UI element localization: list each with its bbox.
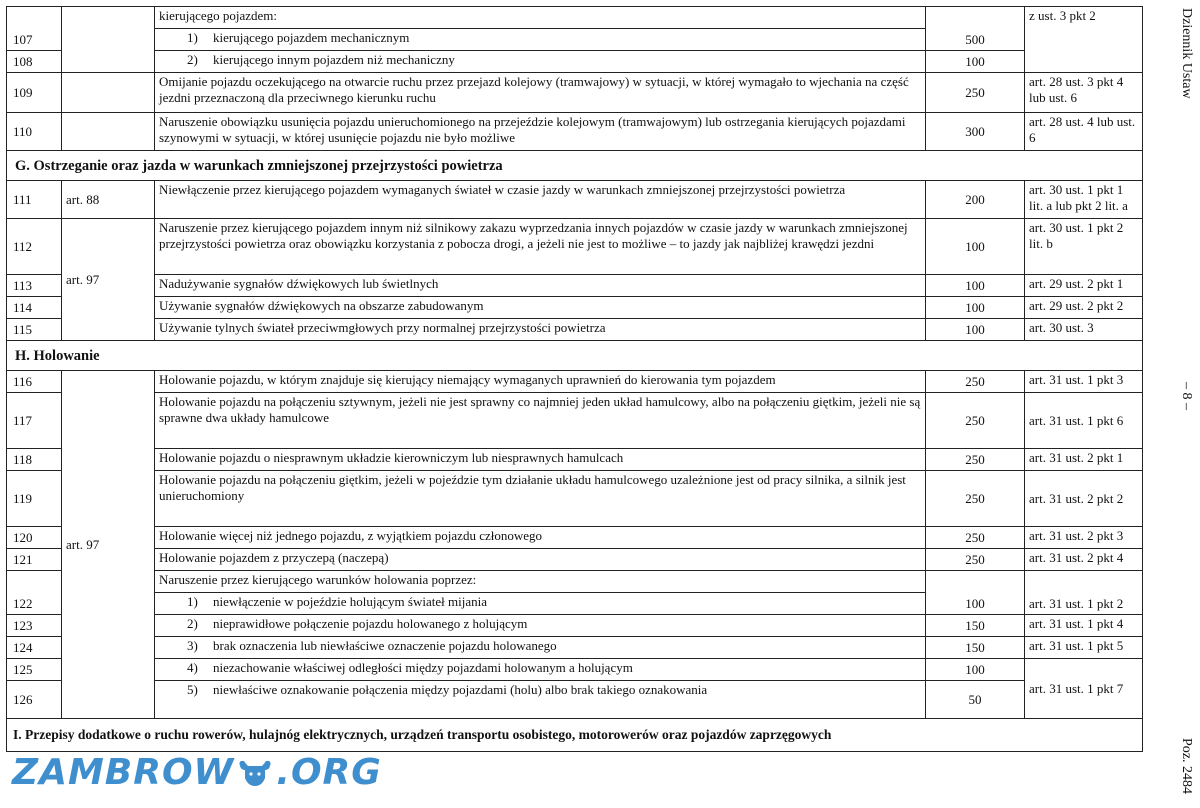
section-heading-row [7, 151, 1143, 181]
page-margin-right [1148, 0, 1200, 808]
page-number: – 8 – [1179, 382, 1194, 410]
legal-reference: art. 31 ust. 1 pkt 3 [1025, 371, 1143, 393]
row-description: Omijanie pojazdu oczekującego na otwarcie ruchu przez przejazd kolejowy (tramwajowy) w sytuacji, w której wymagało to wjechania na część jezdni przeznaczoną dla przeciwnego kierunku ruchu [155, 73, 926, 113]
fine-amount: 150 [926, 637, 1025, 659]
row-number: 114 [7, 297, 62, 319]
legal-reference: art. 31 ust. 1 pkt 7 [1025, 659, 1143, 719]
fine-amount: 100 [926, 297, 1025, 319]
table-row [7, 181, 1143, 219]
row-description: Holowanie pojazdu na połączeniu sztywnym, jeżeli nie jest sprawny co najmniej jeden układ hamulcowy, albo na połączeniu giętkim, jeżeli nie są sprawne dwa układy hamulcowe [155, 393, 926, 449]
table-row [7, 471, 1143, 527]
row-number: 112 [7, 219, 62, 275]
row-number: 122 [7, 571, 62, 615]
item-text: niezachowanie właściwej odległości między pojazdami holowanym a holującym [213, 660, 633, 675]
journal-title: Dziennik Ustaw [1179, 8, 1194, 99]
item-text: nieprawidłowe połączenie pojazdu holowanego z holującym [213, 616, 528, 631]
item-number: 2) [187, 52, 198, 67]
fine-amount: 250 [926, 527, 1025, 549]
table-row [7, 571, 1143, 593]
article-cell: art. 88 [62, 181, 155, 219]
row-description [155, 637, 926, 659]
table-row [7, 527, 1143, 549]
table-row [7, 659, 1143, 681]
table-row [7, 51, 1143, 73]
fine-amount: 250 [926, 393, 1025, 449]
row-description: Holowanie pojazdu na połączeniu giętkim, jeżeli w pojeździe tym działanie układu hamulcowego uzależnione jest od pracy silnika, a silnik jest unieruchomiony [155, 471, 926, 527]
row-number: 107 [7, 7, 62, 51]
row-description [155, 29, 926, 51]
fine-amount: 100 [926, 571, 1025, 615]
table-row [7, 319, 1143, 341]
article-cell: art. 97 [62, 371, 155, 719]
fine-amount: 50 [926, 681, 1025, 719]
row-description: Holowanie pojazdu, w którym znajduje się kierujący niemający wymaganych uprawnień do kierowania tym pojazdem [155, 371, 926, 393]
table-row [7, 113, 1143, 151]
fine-amount: 100 [926, 275, 1025, 297]
fine-amount: 250 [926, 73, 1025, 113]
table-row [7, 297, 1143, 319]
article-cell [62, 7, 155, 73]
article-cell [62, 113, 155, 151]
row-number: 123 [7, 615, 62, 637]
fine-amount: 250 [926, 549, 1025, 571]
section-title: G. Ostrzeganie oraz jazda w warunkach zmniejszonej przejrzystości powietrza [7, 151, 1143, 181]
fine-amount: 500 [926, 7, 1025, 51]
row-number: 121 [7, 549, 62, 571]
table-row [7, 637, 1143, 659]
section-heading-row [7, 719, 1143, 752]
fine-amount: 100 [926, 319, 1025, 341]
row-description [155, 615, 926, 637]
row-description: Używanie sygnałów dźwiękowych na obszarze zabudowanym [155, 297, 926, 319]
table-row [7, 549, 1143, 571]
row-description [155, 659, 926, 681]
watermark-text-left: ZAMBROW [12, 752, 235, 793]
fine-amount: 250 [926, 471, 1025, 527]
fine-amount: 300 [926, 113, 1025, 151]
row-number: 120 [7, 527, 62, 549]
fines-table [6, 6, 1143, 752]
legal-reference: art. 28 ust. 3 pkt 4 lub ust. 6 [1025, 73, 1143, 113]
fine-amount: 100 [926, 219, 1025, 275]
fine-amount: 100 [926, 659, 1025, 681]
row-number: 126 [7, 681, 62, 719]
row-number: 115 [7, 319, 62, 341]
table-row [7, 681, 1143, 719]
table-row [7, 449, 1143, 471]
row-description: Niewłączenie przez kierującego pojazdem wymaganych świateł w czasie jazdy w warunkach zmniejszonej przejrzystości powietrza [155, 181, 926, 219]
fine-amount: 250 [926, 371, 1025, 393]
row-description [155, 593, 926, 615]
fine-amount: 150 [926, 615, 1025, 637]
item-number: 1) [187, 30, 198, 45]
row-description [155, 681, 926, 719]
legal-reference: art. 28 ust. 4 lub ust. 6 [1025, 113, 1143, 151]
position-number: Poz. 2484 [1179, 738, 1194, 794]
legal-reference: art. 31 ust. 2 pkt 3 [1025, 527, 1143, 549]
section-heading-row [7, 341, 1143, 371]
item-text: niewłączenie w pojeździe holującym świateł mijania [213, 594, 487, 609]
table-row [7, 371, 1143, 393]
legal-reference: art. 30 ust. 3 [1025, 319, 1143, 341]
row-number: 118 [7, 449, 62, 471]
row-description: Holowanie więcej niż jednego pojazdu, z wyjątkiem pojazdu członowego [155, 527, 926, 549]
row-number: 108 [7, 51, 62, 73]
section-title: H. Holowanie [7, 341, 1143, 371]
legal-reference: z ust. 3 pkt 2 [1025, 7, 1143, 73]
row-description: Używanie tylnych świateł przeciwmgłowych przy normalnej przejrzystości powietrza [155, 319, 926, 341]
item-number: 5) [187, 682, 198, 697]
fine-amount: 100 [926, 51, 1025, 73]
row-description: Naruszenie obowiązku usunięcia pojazdu unieruchomionego na przejeździe kolejowym (tramwajowym) lub ostrzegania kierujących pojazdami szynowymi w sytuacji, w której usunięcie pojazdu nie było możliwe [155, 113, 926, 151]
table-row [7, 219, 1143, 275]
item-number: 4) [187, 660, 198, 675]
row-number: 113 [7, 275, 62, 297]
bison-head-icon [236, 758, 274, 788]
legal-reference: art. 31 ust. 1 pkt 2 [1025, 571, 1143, 615]
row-number: 111 [7, 181, 62, 219]
legal-reference: art. 29 ust. 2 pkt 1 [1025, 275, 1143, 297]
watermark [12, 752, 382, 793]
table-row [7, 73, 1143, 113]
row-description: Holowanie pojazdem z przyczepą (naczepą) [155, 549, 926, 571]
row-number: 116 [7, 371, 62, 393]
item-number: 1) [187, 594, 198, 609]
row-number: 110 [7, 113, 62, 151]
article-cell: art. 97 [62, 219, 155, 341]
section-title: I. Przepisy dodatkowe o ruchu rowerów, hulajnóg elektrycznych, urządzeń transportu osobistego, motorowerów oraz pojazdów zaprzęgowych [7, 719, 1143, 752]
row-description: Holowanie pojazdu o niesprawnym układzie kierowniczym lub niesprawnych hamulcach [155, 449, 926, 471]
legal-reference: art. 31 ust. 2 pkt 2 [1025, 471, 1143, 527]
legal-reference: art. 29 ust. 2 pkt 2 [1025, 297, 1143, 319]
item-number: 3) [187, 638, 198, 653]
item-text: niewłaściwe oznakowanie połączenia między pojazdami (holu) albo brak takiego oznakowania [213, 682, 708, 697]
legal-reference: art. 30 ust. 1 pkt 2 lit. b [1025, 219, 1143, 275]
legal-reference: art. 30 ust. 1 pkt 1 lit. a lub pkt 2 lit. a [1025, 181, 1143, 219]
watermark-text-right: .ORG [276, 752, 382, 793]
fine-amount: 250 [926, 449, 1025, 471]
table-row [7, 615, 1143, 637]
table-row [7, 393, 1143, 449]
legal-reference: art. 31 ust. 1 pkt 5 [1025, 637, 1143, 659]
row-number: 124 [7, 637, 62, 659]
row-number: 125 [7, 659, 62, 681]
item-text: kierującego pojazdem mechanicznym [213, 30, 410, 45]
legal-reference: art. 31 ust. 2 pkt 4 [1025, 549, 1143, 571]
row-number: 117 [7, 393, 62, 449]
item-text: brak oznaczenia lub niewłaściwe oznaczenie pojazdu holowanego [213, 638, 557, 653]
row-number: 119 [7, 471, 62, 527]
row-description: Nadużywanie sygnałów dźwiękowych lub świetlnych [155, 275, 926, 297]
legal-reference: art. 31 ust. 1 pkt 6 [1025, 393, 1143, 449]
table-row [7, 7, 1143, 29]
legal-reference: art. 31 ust. 1 pkt 4 [1025, 615, 1143, 637]
item-text: kierującego innym pojazdem niż mechaniczny [213, 52, 455, 67]
row-description: kierującego pojazdem: [155, 7, 926, 29]
row-description: Naruszenie przez kierującego pojazdem innym niż silnikowy zakazu wyprzedzania innych pojazdów w czasie jazdy w warunkach zmniejszonej przejrzystości powietrza oraz obowiązku korzystania z pobocza drogi, a jeżeli nie jest to możliwe – to jazdy jak najbliżej krawędzi jezdni [155, 219, 926, 275]
legal-reference: art. 31 ust. 2 pkt 1 [1025, 449, 1143, 471]
article-cell [62, 73, 155, 113]
row-number: 109 [7, 73, 62, 113]
table-row [7, 275, 1143, 297]
row-description: Naruszenie przez kierującego warunków holowania poprzez: [155, 571, 926, 593]
fine-amount: 200 [926, 181, 1025, 219]
item-number: 2) [187, 616, 198, 631]
row-description [155, 51, 926, 73]
